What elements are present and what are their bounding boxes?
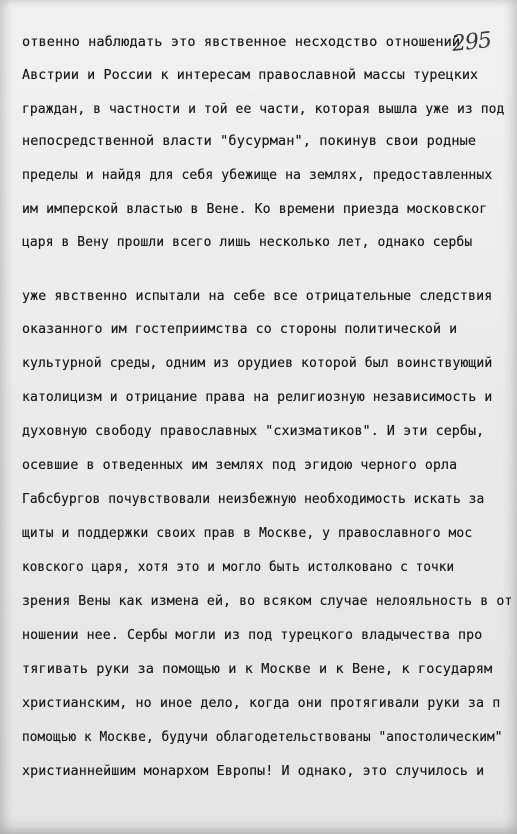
text-line-6: им имперской властью в Вене. Ко времени приезда московског	[22, 202, 488, 217]
text-line-21: помощью к Москве, будучи облагодетельствованы "апостолическим"	[22, 730, 503, 745]
text-line-5: пределы и найдя для себя убежище на землях, предоставленных	[22, 168, 493, 183]
page-number: 295	[450, 28, 493, 57]
text-line-2: Австрии и России к интересам православной массы турецких	[22, 68, 479, 83]
text-line-18: ношении нее. Сербы могли из под турецкого владычества про	[22, 628, 483, 643]
text-line-19: тягивать руки за помощью и к Москве и к Вене, к государям	[22, 662, 493, 677]
text-line-10: культурной среды, одним из орудиев которой был воинствующий	[22, 356, 493, 371]
text-line-22: христианнейшим монархом Европы! И однако, это случилось и	[22, 764, 485, 779]
text-line-12: духовную свободу православных "схизматиков". И эти сербы,	[22, 424, 485, 439]
text-line-13: осевшие в отведенных им землях под эгидою черного орла	[22, 458, 458, 473]
text-line-11: католицизм и отрицание права на религиозную независимость и	[22, 390, 493, 405]
text-line-8: уже явственно испытали на себе все отрицательные следствия	[22, 289, 493, 304]
text-line-7: царя в Вену прошли всего лишь несколько лет, однако сербы	[22, 235, 473, 250]
text-line-3: граждан, в частности и той ее части, которая вышла уже из под	[22, 102, 505, 117]
text-line-14: Габсбургов почувствовали неизбежную необходимость искать за	[22, 492, 485, 507]
text-line-15: щиты и поддержки своих прав в Москве, у православного мос	[22, 526, 473, 541]
text-line-9: оказанного им гостеприимства со стороны политической и	[22, 322, 458, 337]
text-line-16: ковского царя, хотя это и могло быть истолковано с точки	[22, 560, 455, 575]
text-line-4: непосредственной власти "бусурман", покинув свои родные	[22, 134, 477, 149]
text-line-20: христианским, но иное дело, когда они протягивали руки за п	[22, 696, 501, 711]
text-line-1: отвенно наблюдать это явственное несходство отношений	[22, 35, 461, 50]
text-line-17: зрения Вены как измена ей, во всяком случае нелояльность в от	[22, 594, 513, 609]
